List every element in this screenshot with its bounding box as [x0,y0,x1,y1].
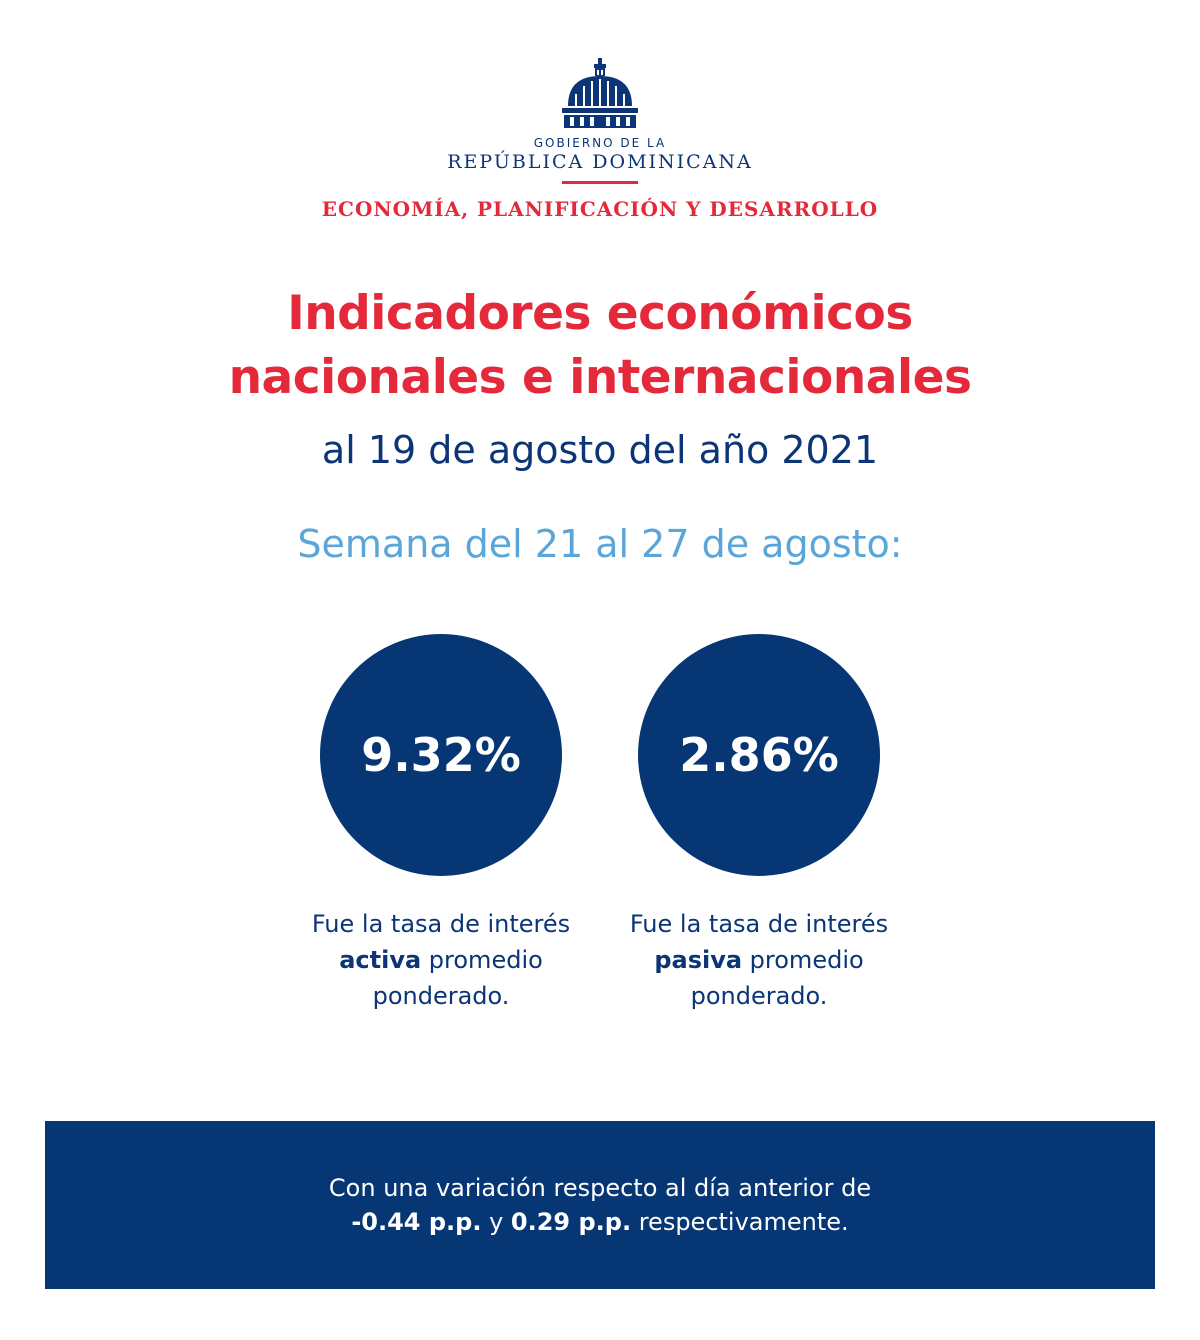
variation-value-1: -0.44 p.p. [351,1208,482,1236]
ministry-name: ECONOMÍA, PLANIFICACIÓN Y DESARROLLO [321,197,879,221]
page-title [0,282,1200,410]
active-rate-circle [320,634,562,876]
passive-rate-value: 2.86% [679,728,839,782]
banner-line-2 [45,1205,1155,1239]
week-range: Semana del 21 al 27 de agosto: [297,522,903,566]
title-line-1: Indicadores económicos [287,286,913,341]
caption-line [276,942,606,978]
date-subtitle: al 19 de agosto del año 2021 [321,428,879,472]
caption-line [594,942,924,978]
variation-value-2: 0.29 p.p. [510,1208,632,1236]
capitol-dome-icon [562,58,638,130]
caption-text: promedio [742,946,864,974]
caption-bold: pasiva [654,946,743,974]
passive-rate-circle [638,634,880,876]
variation-banner [45,1121,1155,1289]
active-rate-caption [276,906,606,1014]
caption-line: ponderado. [690,982,828,1010]
logo-divider [562,181,638,184]
caption-line: ponderado. [372,982,510,1010]
caption-bold: activa [339,946,422,974]
caption-line: Fue la tasa de interés [311,910,571,938]
banner-connector: y [481,1208,511,1236]
gov-line-2: REPÚBLICA DOMINICANA [447,151,753,173]
title-line-2: nacionales e internacionales [228,350,972,405]
caption-text: promedio [421,946,543,974]
caption-line: Fue la tasa de interés [629,910,889,938]
banner-trailing: respectivamente. [631,1208,849,1236]
passive-rate-caption [594,906,924,1014]
active-rate-value: 9.32% [361,728,521,782]
banner-line-1: Con una variación respecto al día anterior de [328,1174,872,1202]
government-logo [0,58,1200,222]
gov-line-1: GOBIERNO DE LA [533,136,667,150]
